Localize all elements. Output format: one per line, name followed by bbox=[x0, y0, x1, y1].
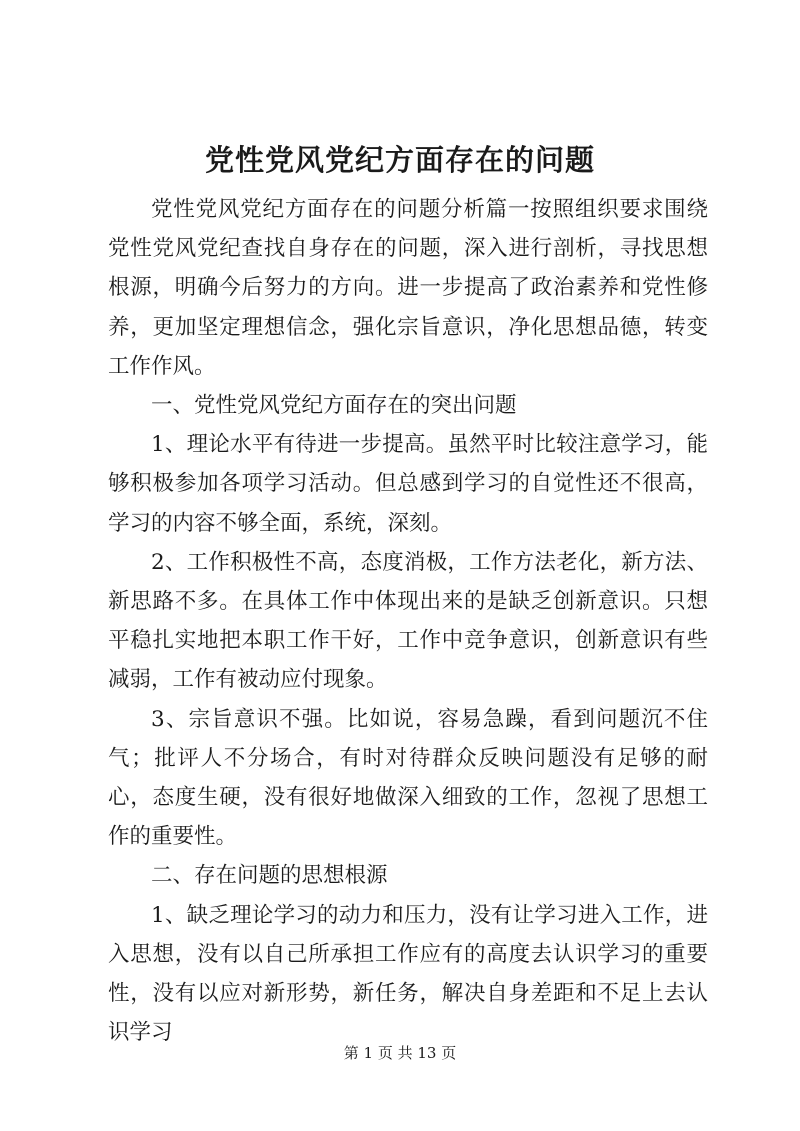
page-number-footer: 第 1 页 共 13 页 bbox=[343, 1044, 457, 1062]
paragraph-intro: 党性党风党纪方面存在的问题分析篇一按照组织要求围绕党性党风党纪查找自身存在的问题，深入进行剖析，寻找思想根源，明确今后努力的方向。进一步提高了政治素养和党性修养，更加坚定理想信念，强化宗旨意识，净化思想品德，转变工作作风。 bbox=[108, 197, 708, 379]
paragraph-item-2: 2、工作积极性不高，态度消极，工作方法老化，新方法、新思路不多。在具体工作中体现出来的是缺乏创新意识。只想平稳扎实地把本职工作干好，工作中竞争意识，创新意识有些减弱，工作有被动应付现象。 bbox=[108, 549, 708, 693]
section-heading-2: 二、存在问题的思想根源 bbox=[151, 863, 388, 889]
paragraph-item-3: 3、宗旨意识不强。比如说，容易急躁，看到问题沉不住气；批评人不分场合，有时对待群众反映问题没有足够的耐心，态度生硬，没有很好地做深入细致的工作，忽视了思想工作的重要性。 bbox=[108, 706, 708, 850]
paragraph-item-4: 1、缺乏理论学习的动力和压力，没有让学习进入工作，进入思想，没有以自己所承担工作应有的高度去认识学习的重要性，没有以应对新形势，新任务，解决自身差距和不足上去认识学习 bbox=[108, 902, 708, 1046]
document-title: 党性党风党纪方面存在的问题 bbox=[204, 143, 595, 177]
section-heading-1: 一、党性党风党纪方面存在的突出问题 bbox=[151, 393, 517, 419]
document-body bbox=[108, 190, 708, 1052]
paragraph-item-1: 1、理论水平有待进一步提高。虽然平时比较注意学习，能够积极参加各项学习活动。但总感到学习的自觉性还不很高，学习的内容不够全面，系统，深刻。 bbox=[108, 432, 708, 536]
